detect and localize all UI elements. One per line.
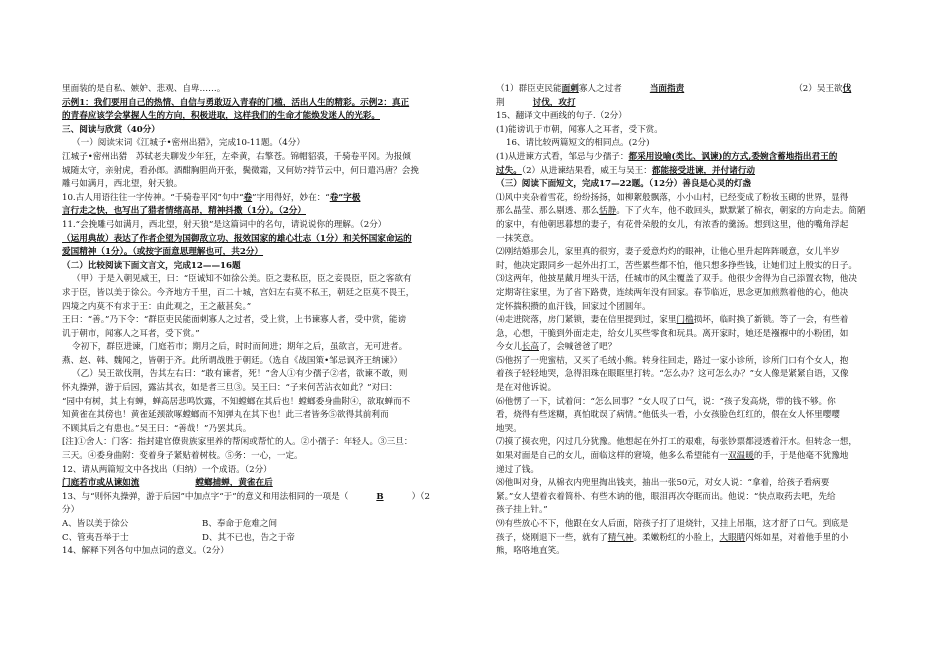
- underlined-word: 大眼睛: [719, 532, 746, 543]
- passage-line: 四境之内莫不有求于王：由此观之，王之蔽甚矣。”: [62, 301, 252, 312]
- option-d: D、其不已也，告之于帝: [202, 532, 295, 543]
- question-line: [62, 491, 472, 505]
- right-column: [496, 0, 888, 559]
- question-text: （2）从进谏结果看，威王与吴王：: [521, 165, 652, 176]
- underlined-word: 双温暖: [728, 451, 754, 462]
- passage-line: “园中有树，其上有蝉，蝉高居悲鸣饮露，不知螳螂在其后也！螳螂委身曲附④，欲取蝉而不: [62, 396, 411, 407]
- answer-text: 卷”字极: [329, 192, 361, 203]
- question-line: 16、请比较两篇短文的相同点。(2分): [506, 138, 650, 149]
- passage-line: [496, 341, 888, 355]
- answer-line: 的青春应该学会掌握人生的方向，积极进取，这样我们的生命才能焕发迷人的光彩。: [62, 111, 380, 122]
- passage-line: 熊，咯咯地直笑。: [496, 546, 565, 557]
- question-text: （1）群臣吏民能: [496, 84, 562, 94]
- passage-line: 定怀揣积攒的血汗钱，回家过个团圆年。: [496, 301, 651, 312]
- passage-text: 。柔嫩粉红的小脸上，: [633, 532, 720, 543]
- underlined-word: 门槛: [676, 315, 694, 326]
- text-line: 里面装的是自私、嫉妒、悲观、自卑……。: [62, 84, 226, 94]
- passage-text: 今女儿: [496, 342, 522, 353]
- question-line: 分）: [62, 505, 80, 516]
- answer-text: 过失。: [496, 165, 522, 176]
- question-text: 寡人之过者: [578, 84, 622, 94]
- passage-text: 的手，于是他毫不犹豫地: [753, 451, 849, 462]
- passage-text: 那么晶莹、那么剔透、那么: [496, 206, 600, 217]
- poem-line: 雕弓如满月，西北望，射天狼。: [62, 179, 183, 190]
- passage-text: 闪烁如星，对着他手里的小: [745, 532, 849, 543]
- passage-line: 递过了钱。: [496, 464, 539, 475]
- option-a: A、皆以美于徐公: [62, 519, 129, 529]
- passage-line: ⑺摸了摸衣兜，闪过几分犹豫。他想起在外打工的艰难，每张钞票都浸透着汗水。但转念一想，: [496, 437, 857, 448]
- passage-line: （乙）吴王欲伐荆，告其左右曰：“敢有谏者，死！”舍人①有少孺子②者，欲谏不敢，则: [72, 369, 408, 380]
- answer-line: [496, 97, 888, 111]
- passage-text: 如果对面是自己的女儿，面临这样的窘境，他多么希望能有一: [496, 451, 729, 462]
- passage-line: 时，他决定跟同乡一起外出打工，苦些累些都不怕，他只想多挣些钱，让她们过上殷实的日子。: [496, 260, 857, 271]
- question-line: 14、解释下列各句中加点词的意义。（2分）: [62, 546, 229, 557]
- section-heading: （二）比较阅读下面文言文，完成12——16题: [62, 260, 241, 271]
- answer-line: 示例1：我们要用自己的热情、自信与勇敢迈入青春的门槛，活出人生的精彩。示例2：真正: [62, 97, 410, 108]
- section-heading: （三）阅读下面短文，完成17—22题。（12分）善良是心灵的灯盏: [496, 179, 752, 190]
- answer-text: 螳螂捕蝉，黄雀在后: [195, 478, 273, 489]
- passage-line: 着孩子轻轻地哭，急得泪珠在眼眶里打转。“怎么办？这可怎么办？”女人像是紧紧自语，又像: [496, 369, 849, 380]
- passage-line: 怀丸操弹，游于后园，露沾其衣，如是者三旦③。吴王曰：“子来何苦沾衣如此？”对曰：: [62, 383, 398, 394]
- passage-line: （甲）于是入朝见威王，曰：“臣诚知不如徐公美。臣之妻私臣，臣之妾畏臣，臣之客欲有: [72, 274, 412, 285]
- passage-line: ⑼有些放心不下，他跟在女人后面，陪孩子打了退烧针，又挂上吊瓶，这才舒了口气。到底是: [496, 519, 849, 529]
- option-c: C、管夷吾举于士: [62, 532, 129, 543]
- passage-line: 不顾其后之有患也。”吴王曰：“善哉！”乃罢其兵。: [62, 423, 252, 434]
- question-line: [496, 83, 888, 97]
- answer-text: 讨伐，攻打: [532, 97, 576, 108]
- passage-line: ⑶这两年，他披星戴月埋头干活，任城市的风尘覆盖了双手。他很少舍得为自己添置衣物，他决: [496, 274, 857, 285]
- passage-text: 。下了火车，他不敢回头，默默紧了棉衣，朝家的方向走去。简陋: [616, 206, 866, 217]
- underlined-word: 精气神: [607, 532, 634, 543]
- question-line: 12、请从两篇短文中各找出（归纳）一个成语。（2分）: [62, 464, 272, 475]
- poem-line: 江城子•密州出猎 苏轼老夫聊发少年狂，左牵黄，右擎苍。锦帽貂裘，千骑卷平冈。为报倾: [62, 151, 411, 162]
- poem-line: 城随太守，亲射虎，看孙郎。酒酣胸胆尚开张，鬓微霜，又何妨?持节云中，何日遣冯唐？会挽: [62, 165, 419, 176]
- answer-line: [62, 477, 472, 491]
- passage-line: 是在对他诉说。: [496, 383, 557, 394]
- passage-line: ⑵刚结婚那会儿，家里真的很穷，妻子爱意灼灼的眼神，让他心里升起阵阵暖意，女儿半岁: [496, 247, 840, 258]
- answer-line: 爱国精神（1分）。（或按字面意思理解也可，共2分）: [62, 247, 264, 258]
- passage-line: 讥于朝市，闻寡人之耳者，受下赏。”: [62, 328, 200, 339]
- answer-text: B: [376, 491, 384, 502]
- question-line: [62, 192, 472, 206]
- answer-text: 卷: [243, 192, 253, 203]
- answer-text: 都采用设喻(类比、讽谏)的方式,委婉含蓄地指出君王的: [628, 151, 838, 162]
- answer-line: [496, 165, 888, 179]
- passage-line: ⑹他愣了一下，试着问：“怎么回事？”女人叹了口气，说：“孩子发高烧，带的钱不够。你: [496, 396, 836, 407]
- passage-line: 定期寄往家里，为了省下路费，连续两年没有回家。春节临近，思念更加煎熬着他的心，他决: [496, 287, 849, 298]
- section-heading: 三、阅读与欣赏（40分）: [62, 124, 160, 135]
- question-text: 荆: [496, 97, 505, 108]
- passage-line: 一抹笑意。: [496, 233, 539, 244]
- passage-line: 令初下，群臣进谏，门庭若市；期月之后，时时而间进；期年之后，虽欲言，无可进者。: [72, 342, 408, 353]
- answer-text: 门庭若市或从谏如流: [62, 478, 140, 489]
- passage-line: 紧。”女人望着衣着简朴、有些木讷的他，眼泪再次夺眶而出。他说：“快点取药去吧，先给: [496, 491, 836, 502]
- passage-text: 损坏，临时换了新锁。等了一会，有些着: [693, 315, 849, 326]
- answer-line: （运用典故）表达了作者企望为国御敌立功、报效国家的雄心壮志（1分）和关怀国家命运的: [62, 233, 412, 244]
- passage-line: [496, 450, 888, 464]
- question-text: （2）吴王欲: [794, 84, 843, 94]
- question-text: ）（2: [411, 491, 430, 502]
- question-text: ”字用得好，妙在：“: [252, 192, 330, 203]
- option-line: [62, 532, 472, 546]
- question-text: 10.古人用语往往一字传神。“千骑卷平冈”句中“: [62, 192, 244, 203]
- passage-line: [496, 314, 888, 328]
- underlined-word: 恬静: [599, 206, 617, 217]
- answer-text: 伐: [842, 84, 852, 94]
- underlined-word: 长高: [521, 342, 539, 353]
- passage-line: 知黄雀在其傍也！黄雀延颈欲啄螳螂而不知弹丸在其下也！此三者皆务⑤欲得其前利而: [62, 410, 389, 421]
- note-line: [注]①舍人：门客：指封建官僚贵族家里养的帮闲或帮忙的人。②小孺子：年轻人。③三旦：: [62, 437, 413, 448]
- passage-line: 地哭。: [496, 423, 522, 434]
- passage-text: ⑷走进院落，房门紧锁，妻在信里提到过，家里: [496, 315, 677, 326]
- passage-text: 孩子，烧刚退下一些，就有了: [496, 532, 608, 543]
- passage-line: 求于臣，皆以美于徐公。今齐地方千里，百二十城，宫妇左右莫不私王，朝廷之臣莫不畏王，: [62, 287, 415, 298]
- question-line: 11.“会挽雕弓如满月，西北望，射天狼”是这篇词中的名句，请说说你的理解。（2分）: [62, 219, 387, 230]
- passage-line: 的家中，有他朝思暮想的妻子，有花骨朵般的女儿，有浓香的羹汤。想到这里，他的嘴角浮起: [496, 219, 849, 230]
- question-line: (1)能谤讥于市朝，闻寡人之耳者，受下赏。: [496, 124, 663, 135]
- answer-line: 言行走之快，也写出了猎者情绪高昂，精神抖擞（1分）。（2分）: [62, 206, 306, 217]
- passage-line: 看，烧得有些迷糊，真怕耽误了病情。”他低头一看，小女孩脸色红红的，偎在女人怀里嘤嘤: [496, 410, 840, 421]
- passage-line: [496, 205, 888, 219]
- option-b: B、奉命于危难之间: [202, 519, 278, 529]
- answer-text: 都能接受进谏，并付诸行动: [651, 165, 756, 176]
- note-line: 三天。④委身曲附：变着身子紧贴着树枝。⑤务：一心，一定。: [62, 451, 303, 462]
- passage-line: [496, 532, 888, 546]
- question-text: (1)从进谏方式看，邹忌与少孺子：: [496, 151, 629, 162]
- passage-line: 急，心想，干脆到外面走走，给女儿买些零食和玩具。离开家时，她还是襁褓中的小粉团，如: [496, 328, 849, 339]
- passage-line: 王曰：“善。”乃下令：“群臣吏民能面刺寡人之过者，受上赏，上书谏寡人者，受中赏，能谤: [62, 315, 407, 326]
- answer-text: 当面指责: [649, 84, 685, 94]
- question-text: 13、与“则怀丸操弹，游于后园”中加点字“于”的意义和用法相同的一项是（: [62, 491, 349, 502]
- passage-line: ⑻他叫对身，从棉衣内兜里掏出钱夹，抽出一张50元，对女人说：“拿着，给孩子看病要: [496, 478, 830, 489]
- answer-line: [496, 151, 888, 165]
- question-line: 15、翻译文中画线的句子.（2分）: [496, 111, 627, 122]
- answer-text: 面刺: [561, 84, 579, 94]
- passage-text: 了，会喊爸爸了吧？: [539, 342, 617, 353]
- question-line: （一）阅读宋词《江城子•密州出猎》，完成10-11题。（4分）: [72, 138, 305, 149]
- passage-line: ⑸他拐了一兜蜜桔，又买了毛绒小熊。转身往回走，路过一家小诊所，诊所门口有个女人，抱: [496, 355, 849, 366]
- passage-line: 孩子挂上针。”: [496, 505, 548, 516]
- passage-line: ⑴风中夹杂着雪花，纷纷扬扬，如柳絮般飘落，小小山村，已经变成了粉妆玉砌的世界，显得: [496, 192, 849, 203]
- option-line: [62, 518, 472, 532]
- left-column: [62, 0, 472, 559]
- passage-line: 燕、赵、韩、魏闻之，皆朝于齐。此所谓战胜于朝廷。（选自《战国策•邹忌讽齐王纳谏》）: [62, 355, 403, 366]
